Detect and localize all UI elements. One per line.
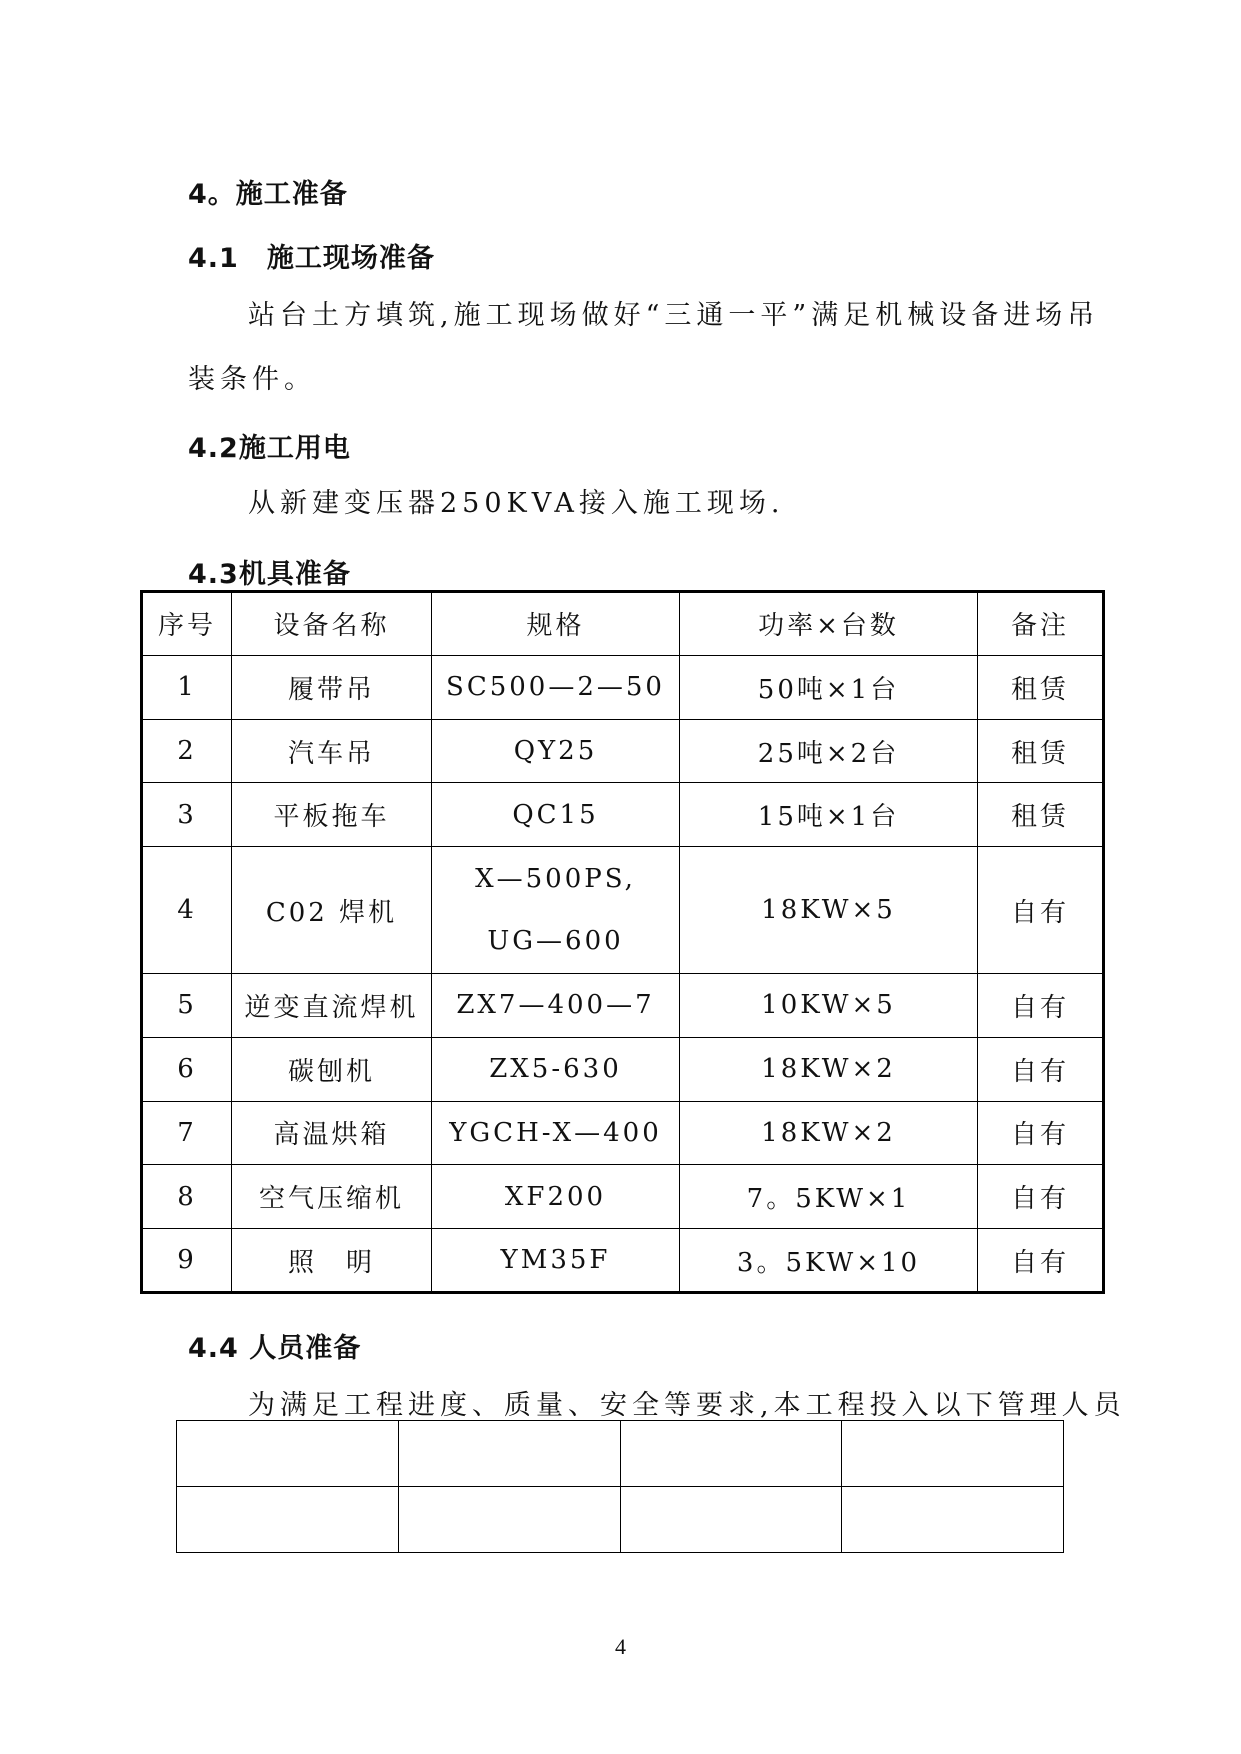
equipment-spec: ZX7—400—7: [432, 973, 680, 1037]
table-row: [142, 1037, 1104, 1101]
equipment-name: 逆变直流焊机: [232, 973, 432, 1037]
equipment-spec: YM35F: [432, 1229, 680, 1293]
header-cell: 序号: [142, 592, 232, 656]
empty-cell: [620, 1421, 842, 1487]
equipment-note: 自有: [978, 973, 1104, 1037]
empty-cell: [177, 1421, 399, 1487]
subsection-4-1-title: 4.1 施工现场准备: [188, 243, 435, 274]
table-row: [142, 847, 1104, 974]
header-cell: 功率×台数: [680, 592, 978, 656]
subsection-4-2-title: 4.2施工用电: [188, 433, 351, 464]
table-row: [142, 1165, 1104, 1229]
equipment-power: 15吨×1台: [680, 783, 978, 847]
equipment-name: 汽车吊: [232, 719, 432, 783]
empty-cell: [177, 1487, 399, 1553]
paragraph-4-4: 为满足工程进度、质量、安全等要求,本工程投入以下管理人员: [248, 1390, 1126, 1421]
equipment-spec: QY25: [432, 719, 680, 783]
header-cell: 备注: [978, 592, 1104, 656]
empty-cell: [398, 1421, 620, 1487]
row-number: 7: [142, 1101, 232, 1165]
equipment-note: 自有: [978, 847, 1104, 974]
row-number: 9: [142, 1229, 232, 1293]
personnel-table: [176, 1420, 1064, 1553]
equipment-name: 空气压缩机: [232, 1165, 432, 1229]
table-row: [142, 973, 1104, 1037]
row-number: 8: [142, 1165, 232, 1229]
empty-cell: [842, 1487, 1064, 1553]
section-title: 4。施工准备: [188, 179, 348, 210]
equipment-power: 10KW×5: [680, 973, 978, 1037]
equipment-name: 平板拖车: [232, 783, 432, 847]
header-cell: 规格: [432, 592, 680, 656]
equipment-note: 自有: [978, 1229, 1104, 1293]
equipment-spec: X—500PS,: [475, 864, 636, 895]
empty-cell: [398, 1487, 620, 1553]
equipment-spec: XF200: [432, 1165, 680, 1229]
equipment-name: C02 焊机: [232, 847, 432, 974]
subsection-4-4-title: 4.4 人员准备: [188, 1333, 362, 1364]
equipment-name: 照 明: [232, 1229, 432, 1293]
table-row: [142, 1101, 1104, 1165]
equipment-spec-cell: [432, 847, 680, 974]
table-row: [142, 655, 1104, 719]
equipment-note: 自有: [978, 1037, 1104, 1101]
equipment-table: [140, 590, 1105, 1294]
equipment-name: 碳刨机: [232, 1037, 432, 1101]
row-number: 3: [142, 783, 232, 847]
equipment-power: 18KW×2: [680, 1037, 978, 1101]
paragraph-4-1-line-1: 站台土方填筑,施工现场做好“三通一平”满足机械设备进场吊: [248, 300, 1100, 331]
table-row: [142, 719, 1104, 783]
equipment-spec: SC500—2—50: [432, 655, 680, 719]
row-number: 5: [142, 973, 232, 1037]
subsection-4-3-title: 4.3机具准备: [188, 559, 351, 590]
row-number: 6: [142, 1037, 232, 1101]
table-row: [177, 1421, 1064, 1487]
equipment-note: 自有: [978, 1165, 1104, 1229]
equipment-power: 25吨×2台: [680, 719, 978, 783]
table-header-row: [142, 592, 1104, 656]
equipment-spec: YGCH-X—400: [432, 1101, 680, 1165]
paragraph-4-2: 从新建变压器250KVA接入施工现场.: [248, 488, 785, 519]
equipment-note: 租赁: [978, 655, 1104, 719]
equipment-spec: QC15: [432, 783, 680, 847]
page-number: 4: [615, 1634, 626, 1659]
empty-cell: [620, 1487, 842, 1553]
empty-cell: [842, 1421, 1064, 1487]
table-row: [177, 1487, 1064, 1553]
row-number: 2: [142, 719, 232, 783]
equipment-spec-line-2: UG—600: [487, 926, 624, 957]
equipment-power: 50吨×1台: [680, 655, 978, 719]
paragraph-4-1-line-2: 装条件。: [188, 364, 316, 395]
equipment-spec: ZX5-630: [432, 1037, 680, 1101]
header-cell: 设备名称: [232, 592, 432, 656]
equipment-power: 3。5KW×10: [680, 1229, 978, 1293]
table-row: [142, 783, 1104, 847]
equipment-power: 18KW×5: [680, 847, 978, 974]
row-number: 4: [142, 847, 232, 974]
row-number: 1: [142, 655, 232, 719]
equipment-power: 7。5KW×1: [680, 1165, 978, 1229]
equipment-power: 18KW×2: [680, 1101, 978, 1165]
equipment-name: 履带吊: [232, 655, 432, 719]
equipment-name: 高温烘箱: [232, 1101, 432, 1165]
equipment-note: 租赁: [978, 783, 1104, 847]
table-row: [142, 1229, 1104, 1293]
equipment-note: 租赁: [978, 719, 1104, 783]
equipment-note: 自有: [978, 1101, 1104, 1165]
